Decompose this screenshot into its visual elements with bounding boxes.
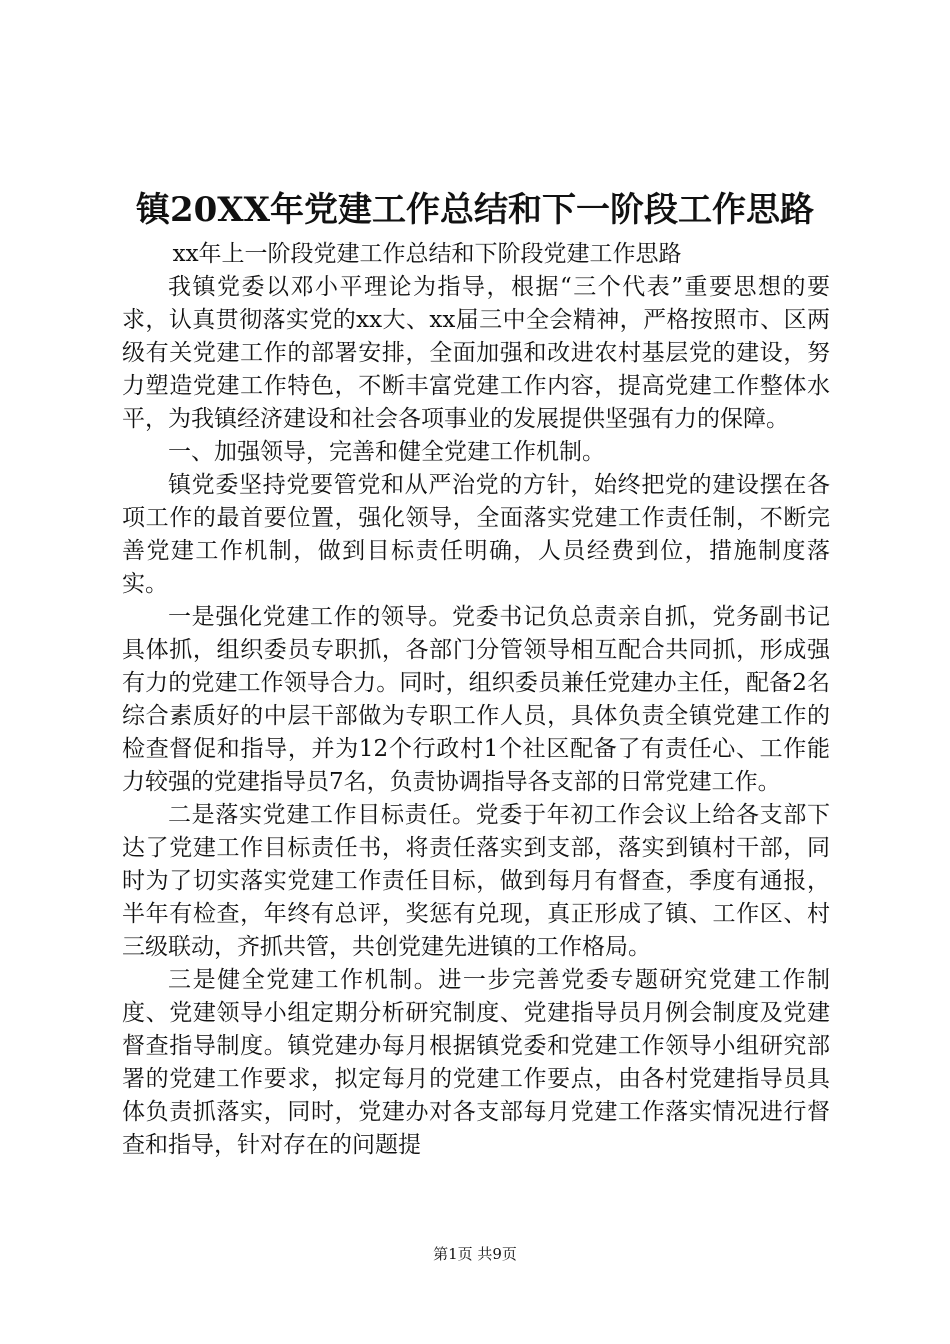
section-heading-1: 一、加强领导，完善和健全党建工作机制。 (168, 439, 605, 465)
paragraph-point-2: 二是落实党建工作目标责任。党委于年初工作会议上给各支部下达了党建工作目标责任书，将责任落实到支部，落实到镇村干部，同时为了切实落实党建工作责任目标，做到每月有督查，季度有通报，半年有检查，年终有总评，奖惩有兑现，真正形成了镇、工作区、村三级联动，齐抓共管，共创党建先进镇的工作格局。 (122, 802, 830, 960)
paragraph-point-3: 三是健全党建工作机制。进一步完善党委专题研究党建工作制度、党建领导小组定期分析研究制度、党建指导员月例会制度及党建督查指导制度。镇党建办每月根据镇党委和党建工作领导小组研究部署的党建工作要求，拟定每月的党建工作要点，由各村党建指导员具体负责抓落实，同时，党建办对各支部每月党建工作落实情况进行督查和指导，针对存在的问题提 (122, 967, 830, 1158)
paragraph-point-1: 一是强化党建工作的领导。党委书记负总责亲自抓，党务副书记具体抓，组织委员专职抓，各部门分管领导相互配合共同抓，形成强有力的党建工作领导合力。同时，组织委员兼任党建办主任，配备2名综合素质好的中层干部做为专职工作人员，具体负责全镇党建工作的检查督促和指导，并为12个行政村1个社区配备了有责任心、工作能力较强的党建指导员7名，负责协调指导各支部的日常党建工作。 (122, 604, 830, 795)
paragraph-intro: 我镇党委以邓小平理论为指导，根据“三个代表”重要思想的要求，认真贯彻落实党的xx大、xx届三中全会精神，严格按照市、区两级有关党建工作的部署安排，全面加强和改进农村基层党的建设，努力塑造党建工作特色，不断丰富党建工作内容，提高党建工作整体水平，为我镇经济建设和社会各项事业的发展提供坚强有力的保障。 (122, 274, 830, 432)
document-subtitle: xx年上一阶段党建工作总结和下阶段党建工作思路 (172, 241, 682, 267)
document-title: 镇20XX年党建工作总结和下一阶段工作思路 (135, 190, 815, 230)
document-body (122, 238, 830, 1162)
paragraph-section-1: 镇党委坚持党要管党和从严治党的方针，始终把党的建设摆在各项工作的最首要位置，强化领导，全面落实党建工作责任制，不断完善党建工作机制，做到目标责任明确，人员经费到位，措施制度落实。 (122, 472, 830, 597)
page-number: 第1页 共9页 (433, 1245, 517, 1263)
